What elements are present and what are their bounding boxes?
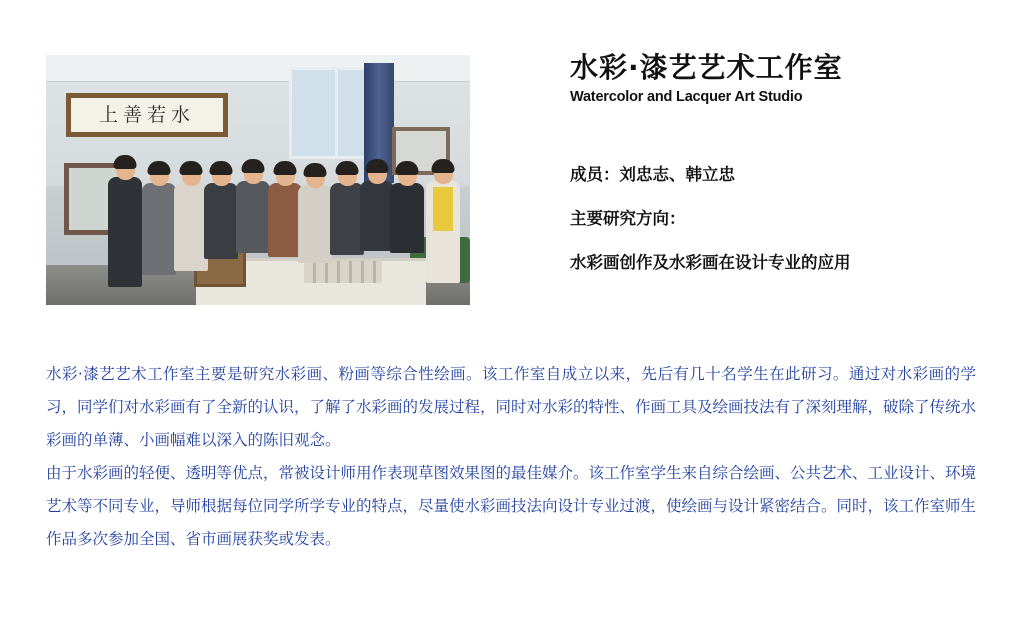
photo-person bbox=[330, 165, 364, 255]
photo-paint-jars bbox=[304, 261, 382, 283]
photo-person bbox=[174, 165, 208, 271]
body-section bbox=[46, 358, 976, 556]
photo-person bbox=[268, 165, 302, 257]
studio-members: 成员：刘忠志、韩立忠 bbox=[570, 165, 735, 184]
body-paragraph-1: 水彩·漆艺艺术工作室主要是研究水彩画、粉画等综合性绘画。该工作室自成立以来，先后有几十名学生在此研习。通过对水彩画的学习，同学们对水彩画有了全新的认识，了解了水彩画的发展过程，同时对水彩的特性、作画工具及绘画技法有了深刻理解，破除了传统水彩画的单薄、小画幅难以深入的陈旧观念。 bbox=[46, 365, 977, 449]
photo-person bbox=[142, 165, 176, 275]
studio-title-cn: 水彩·漆艺艺术工作室 bbox=[570, 51, 843, 84]
studio-title-en: Watercolor and Lacquer Art Studio bbox=[570, 89, 803, 105]
photo-person bbox=[204, 165, 238, 259]
studio-header bbox=[570, 50, 1000, 281]
studio-research-label: 主要研究方向： bbox=[570, 209, 686, 228]
body-paragraph-2: 由于水彩画的轻便、透明等优点，常被设计师用作表现草图效果图的最佳媒介。该工作室学生来自综合绘画、公共艺术、工业设计、环境艺术等不同专业，导师根据每位同学所学专业的特点，尽量使水彩画技法向设计专业过渡，使绘画与设计紧密结合。同时，该工作室师生作品多次参加全国、省市画展获奖或发表。 bbox=[46, 464, 977, 548]
photo-ceiling bbox=[46, 55, 470, 82]
studio-photo bbox=[46, 55, 470, 305]
studio-meta bbox=[570, 157, 1000, 281]
photo-person bbox=[108, 159, 142, 287]
photo-calligraphy-sign: 上善若水 bbox=[66, 93, 228, 137]
photo-person bbox=[390, 165, 424, 253]
photo-person bbox=[426, 163, 460, 283]
photo-person bbox=[360, 163, 394, 251]
studio-research-value: 水彩画创作及水彩画在设计专业的应用 bbox=[570, 253, 851, 272]
photo-person bbox=[298, 167, 332, 263]
photo-person bbox=[236, 163, 270, 253]
